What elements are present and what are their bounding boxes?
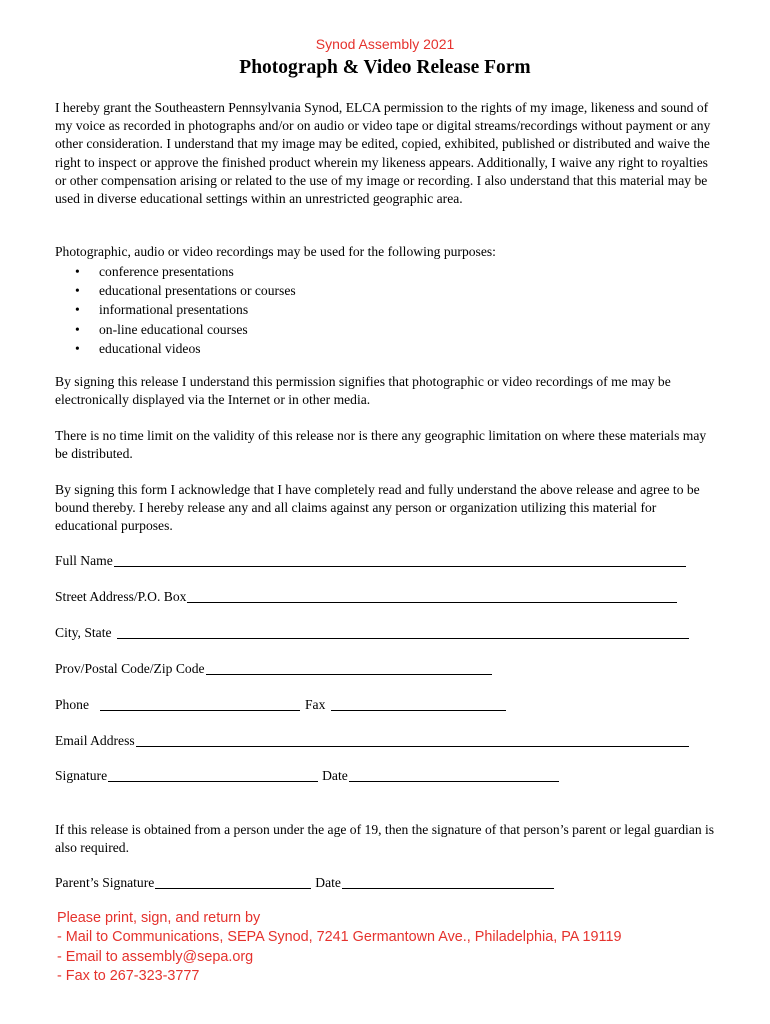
- phone-fax-row: [55, 696, 506, 714]
- grant-text: I hereby grant the Southeastern Pennsylvania Synod, ELCA permission to the rights of my image, likeness and sound of my voice as recorded in photographs and/or on audio or video tape or digital streams/recordings without payment or any other consideration. I understand that my image may be edited, copied, exhibited, published or distributed and waive the right to inspect or approve the finished product wherein my likeness appears. Additionally, I waive any right to royalties or other compensation arising or related to the use of my image or recording. I also understand that this material may be used in diverse educational settings within an unrestricted geographic area.: [55, 100, 711, 207]
- purposes-list: [55, 262, 296, 358]
- validity-paragraph: [55, 427, 720, 463]
- signing-paragraph: [55, 373, 720, 409]
- return-instructions: [57, 909, 621, 986]
- event-kicker: Synod Assembly 2021: [315, 36, 455, 52]
- instructions-email: - Email to assembly@sepa.org: [57, 948, 254, 965]
- date-label: Date: [322, 768, 348, 783]
- minor-paragraph: [55, 821, 720, 857]
- street-address-line[interactable]: [187, 588, 677, 603]
- instructions-heading: Please print, sign, and return by: [57, 910, 261, 926]
- city-state-field[interactable]: [55, 624, 689, 642]
- email-field[interactable]: [55, 732, 689, 750]
- validity-text: There is no time limit on the validity of this release nor is there any geographic limitation on where these materials may be distributed.: [55, 428, 707, 462]
- phone-label: Phone: [55, 697, 89, 712]
- instructions-fax: - Fax to 267-323-3777: [57, 967, 200, 984]
- list-item: • informational presentations: [55, 300, 296, 319]
- list-item: • educational presentations or courses: [55, 281, 296, 300]
- signing-text: By signing this release I understand this permission signifies that photographic or video recordings of me may be electronically displayed via the Internet or in other media.: [55, 374, 671, 408]
- street-address-field[interactable]: [55, 588, 677, 606]
- list-item: • conference presentations: [55, 262, 296, 281]
- date-line[interactable]: [349, 767, 559, 782]
- purposes-intro: [55, 243, 720, 261]
- full-name-line[interactable]: [114, 552, 686, 567]
- signature-label: Signature: [55, 768, 108, 783]
- phone-line[interactable]: [100, 696, 300, 711]
- postal-code-label: Prov/Postal Code/Zip Code: [55, 661, 205, 676]
- parent-signature-row: [55, 874, 554, 892]
- list-item: • educational videos: [55, 339, 296, 358]
- acknowledge-paragraph: [55, 481, 720, 536]
- parent-signature-label: Parent’s Signature: [55, 875, 155, 890]
- signature-line[interactable]: [108, 767, 318, 782]
- signature-date-row: [55, 767, 559, 785]
- full-name-label: Full Name: [55, 553, 113, 568]
- postal-code-line[interactable]: [206, 660, 492, 675]
- parent-signature-line[interactable]: [155, 874, 311, 889]
- fax-label: Fax: [304, 697, 326, 712]
- list-item: • on-line educational courses: [55, 320, 296, 339]
- form-title: Photograph & Video Release Form: [239, 57, 531, 78]
- street-address-label: Street Address/P.O. Box: [55, 589, 187, 604]
- grant-paragraph: [55, 99, 720, 208]
- acknowledge-text: By signing this form I acknowledge that I have completely read and fully understand the above release and agree to be bound thereby. I hereby release any and all claims against any person or organization utilizing this material for educational purposes.: [55, 482, 700, 534]
- city-state-label: City, State: [55, 625, 112, 640]
- email-line[interactable]: [136, 732, 689, 747]
- city-state-line[interactable]: [117, 624, 689, 639]
- email-label: Email Address: [55, 733, 135, 748]
- purposes-intro-text: Photographic, audio or video recordings may be used for the following purposes:: [55, 244, 496, 259]
- parent-date-line[interactable]: [342, 874, 554, 889]
- minor-text: If this release is obtained from a person under the age of 19, then the signature of that person’s parent or legal guardian is also required.: [55, 822, 715, 856]
- parent-date-label: Date: [315, 875, 341, 890]
- postal-code-field[interactable]: [55, 660, 492, 678]
- full-name-field[interactable]: [55, 552, 686, 570]
- fax-line[interactable]: [331, 696, 506, 711]
- instructions-mail: - Mail to Communications, SEPA Synod, 7241 Germantown Ave., Philadelphia, PA 19119: [57, 929, 622, 946]
